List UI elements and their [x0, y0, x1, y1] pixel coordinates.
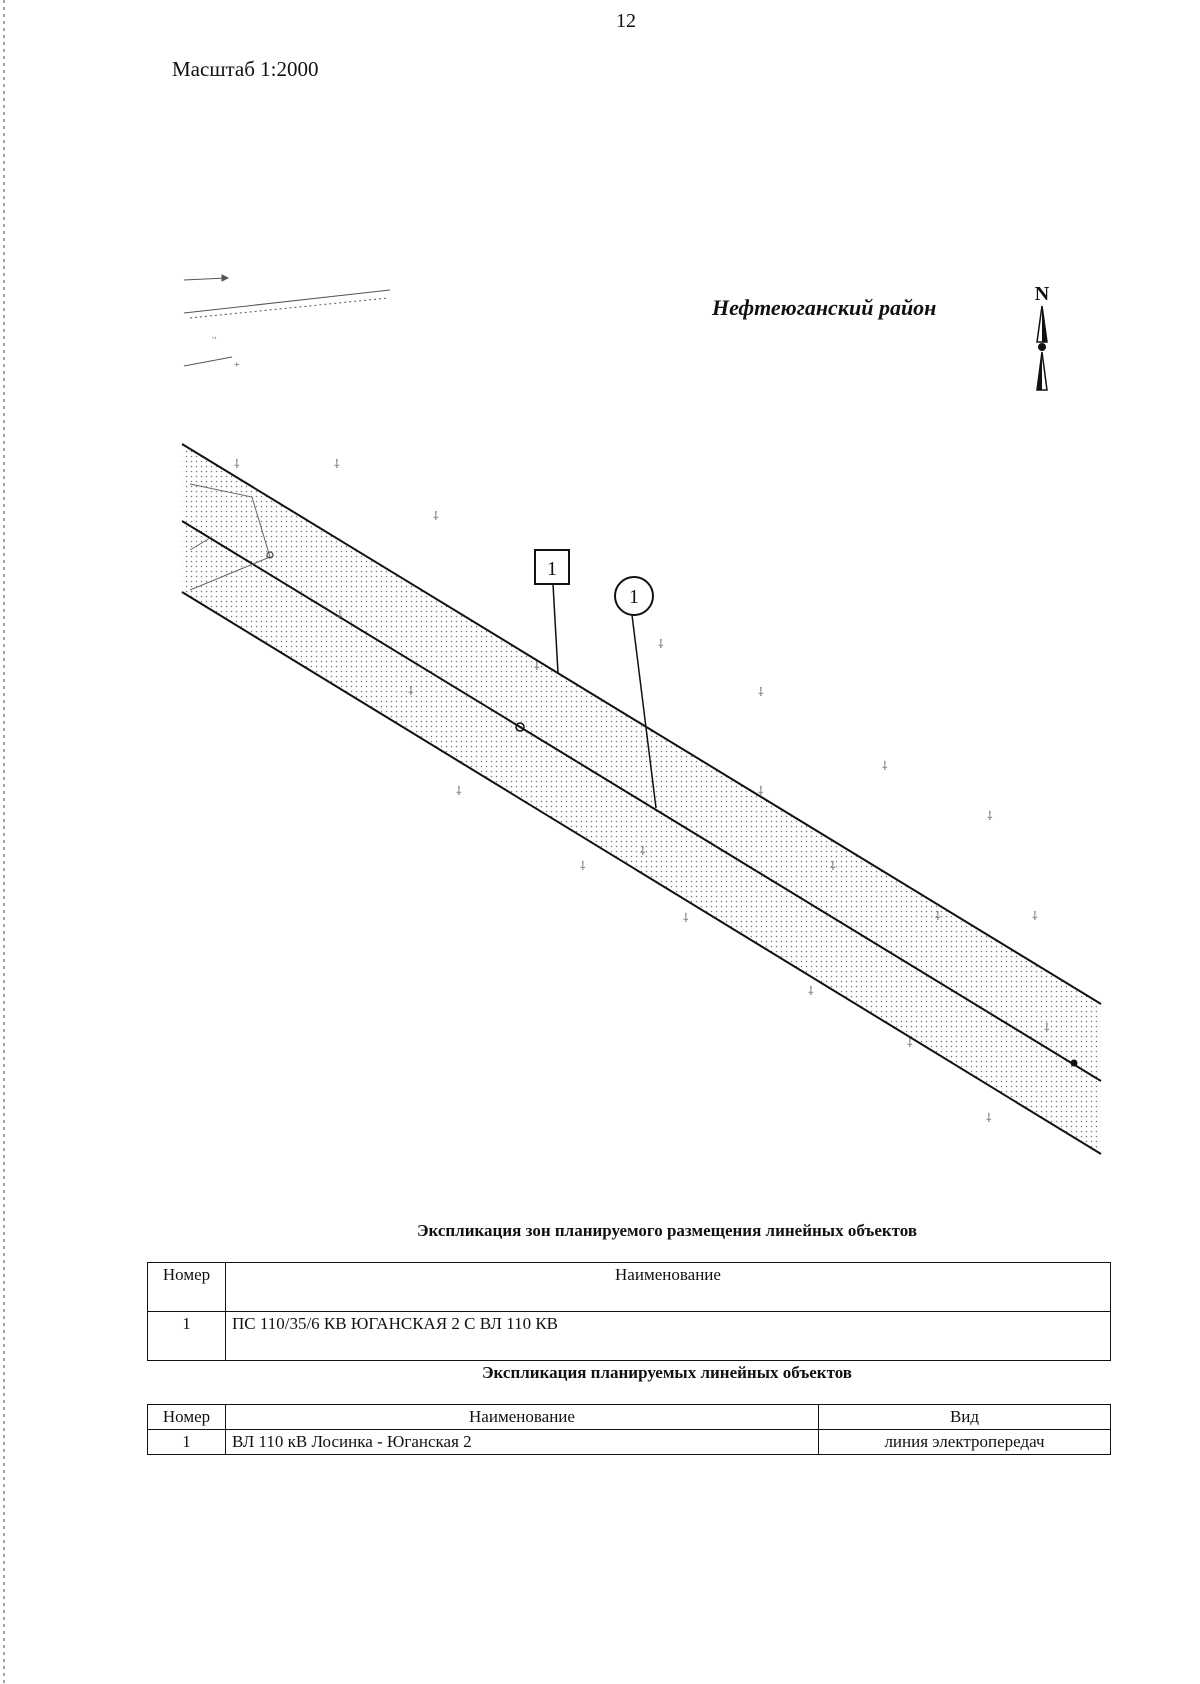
svg-text:⸸: ⸸ — [658, 637, 664, 651]
svg-text:⸸: ⸸ — [534, 659, 540, 673]
svg-text:⸸: ⸸ — [758, 685, 764, 699]
table1-title: Экспликация зон планируемого размещения линейных объектов — [416, 1221, 918, 1240]
table-header-row — [148, 1263, 1111, 1312]
svg-text:⸸: ⸸ — [830, 859, 836, 873]
callout-zone — [535, 550, 569, 673]
svg-text:⸸: ⸸ — [337, 608, 343, 622]
table-header-row — [148, 1405, 1111, 1430]
svg-text:⸸: ⸸ — [907, 1036, 913, 1050]
svg-text:⸸: ⸸ — [334, 457, 340, 471]
svg-text:⸸: ⸸ — [683, 911, 689, 925]
column-header-number: Номер — [148, 1405, 226, 1430]
svg-text:⸸: ⸸ — [758, 784, 764, 798]
column-header-name: Наименование — [226, 1405, 819, 1430]
row-name: ПС 110/35/6 КВ ЮГАНСКАЯ 2 С ВЛ 110 КВ — [226, 1312, 1111, 1361]
row-number: 1 — [148, 1312, 226, 1361]
row-type: линия электропередач — [819, 1430, 1111, 1455]
zone-boundary-upper — [182, 444, 1101, 1004]
zone-boundary-lower — [182, 592, 1101, 1154]
district-label: Нефтеюганский район — [712, 295, 937, 320]
linear-objects-explication-table — [147, 1404, 1111, 1455]
svg-text:⸸: ⸸ — [1032, 909, 1038, 923]
svg-text:⸸: ⸸ — [456, 784, 462, 798]
column-header-number: Номер — [148, 1263, 226, 1312]
scale-label: Масштаб 1:2000 — [172, 57, 319, 81]
planned-zone-band — [182, 444, 1101, 1154]
column-header-name: Наименование — [226, 1263, 1111, 1312]
svg-text:⸸: ⸸ — [935, 909, 941, 923]
svg-text:⸸: ⸸ — [408, 684, 414, 698]
svg-text:⸸: ⸸ — [808, 984, 814, 998]
row-number: 1 — [148, 1430, 226, 1455]
pylon-point — [1071, 1060, 1078, 1067]
row-name: ВЛ 110 кВ Лосинка - Юганская 2 — [226, 1430, 819, 1455]
page-number: 12 — [616, 10, 636, 32]
table2-title: Экспликация планируемых линейных объектов — [482, 1363, 852, 1382]
svg-text:⸸: ⸸ — [986, 1111, 992, 1125]
svg-text:⸸: ⸸ — [433, 509, 439, 523]
zones-explication-table — [147, 1262, 1111, 1361]
top-left-fragment — [184, 275, 390, 371]
svg-text:+: + — [234, 360, 240, 371]
column-header-type: Вид — [819, 1405, 1111, 1430]
svg-text:⸸: ⸸ — [580, 859, 586, 873]
callout-zone-number: 1 — [547, 558, 557, 580]
table-row — [148, 1312, 1111, 1361]
svg-text:⸸: ⸸ — [987, 809, 993, 823]
svg-text:⸸: ⸸ — [234, 457, 240, 471]
svg-text:⸸: ⸸ — [1044, 1021, 1050, 1035]
north-label: N — [1034, 283, 1050, 305]
table-row — [148, 1430, 1111, 1455]
svg-text:ᴗ: ᴗ — [212, 331, 217, 341]
svg-text:⸸: ⸸ — [882, 759, 888, 773]
svg-text:⸸: ⸸ — [640, 844, 646, 858]
callout-line-number: 1 — [629, 586, 639, 608]
